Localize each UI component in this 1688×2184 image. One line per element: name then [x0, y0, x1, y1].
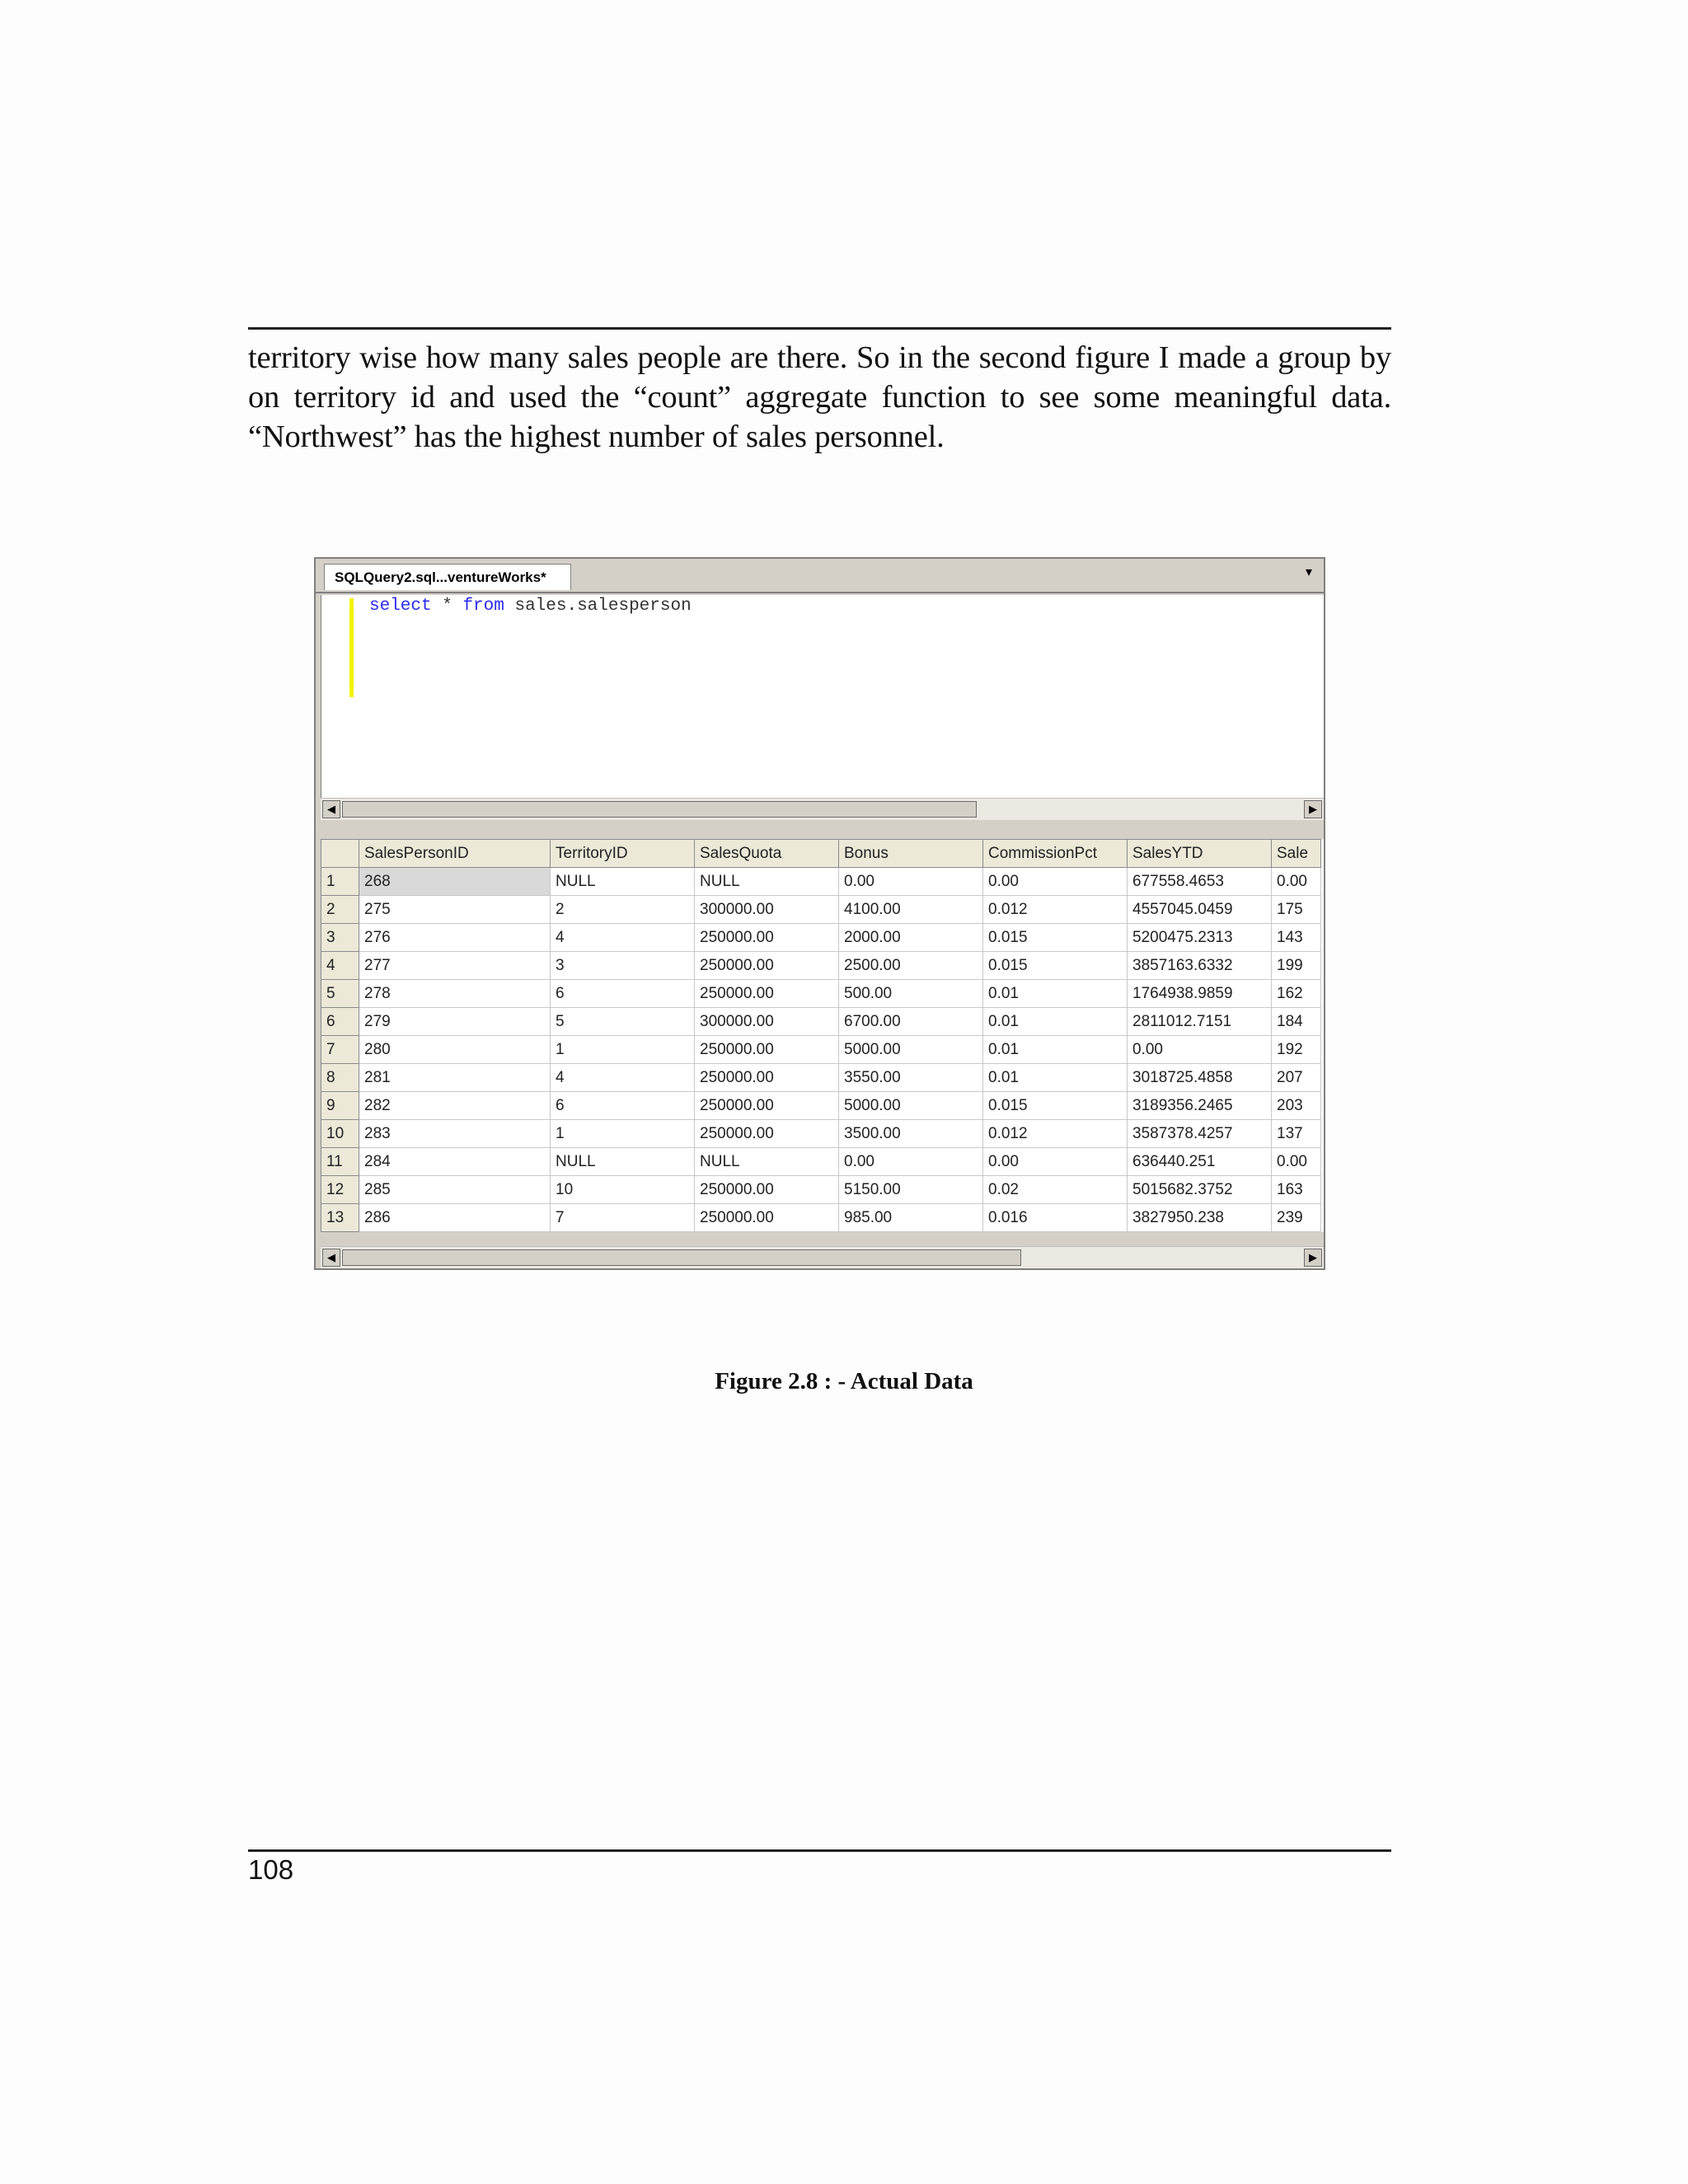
grid-cell[interactable]: 4557045.0459: [1128, 896, 1272, 924]
column-header[interactable]: TerritoryID: [551, 840, 695, 868]
tab-bar: [316, 559, 1324, 593]
query-table: sales.salesperson: [504, 597, 692, 616]
grid-cell[interactable]: 1: [551, 1120, 695, 1148]
row-number[interactable]: 13: [321, 1204, 359, 1232]
grid-cell[interactable]: 2000.00: [839, 924, 983, 952]
table-row[interactable]: [321, 1008, 1321, 1036]
grid-scroll-thumb[interactable]: [342, 1249, 1021, 1266]
table-row[interactable]: [321, 1064, 1321, 1092]
grid-cell[interactable]: 0.00: [983, 1148, 1128, 1176]
grid-cell[interactable]: 985.00: [839, 1204, 983, 1232]
grid-cell[interactable]: 0.00: [839, 868, 983, 896]
grid-cell[interactable]: 283: [359, 1120, 551, 1148]
row-number[interactable]: 7: [321, 1036, 359, 1064]
grid-cell[interactable]: 284: [359, 1148, 551, 1176]
column-header[interactable]: SalesPersonID: [359, 840, 551, 868]
grid-cell[interactable]: 3500.00: [839, 1120, 983, 1148]
table-row[interactable]: [321, 868, 1321, 896]
grid-cell[interactable]: 0.00: [1272, 868, 1321, 896]
keyword-from: from: [462, 597, 504, 616]
grid-cell[interactable]: 250000.00: [695, 1036, 839, 1064]
grid-cell[interactable]: 203: [1272, 1092, 1321, 1120]
grid-cell[interactable]: 0.00: [839, 1148, 983, 1176]
grid-cell[interactable]: 207: [1272, 1064, 1321, 1092]
grid-cell[interactable]: 500.00: [839, 980, 983, 1008]
table-row[interactable]: [321, 1204, 1321, 1232]
grid-cell[interactable]: NULL: [551, 868, 695, 896]
grid-cell[interactable]: NULL: [695, 1148, 839, 1176]
row-number[interactable]: 12: [321, 1176, 359, 1204]
figure-caption: Figure 2.8 : - Actual Data: [715, 1368, 973, 1394]
table-row[interactable]: [321, 1120, 1321, 1148]
grid-cell[interactable]: 0.00: [1128, 1036, 1272, 1064]
grid-cell[interactable]: 636440.251: [1128, 1148, 1272, 1176]
grid-hscrollbar[interactable]: [321, 1246, 1324, 1268]
row-number[interactable]: 5: [321, 980, 359, 1008]
grid-cell[interactable]: 175: [1272, 896, 1321, 924]
grid-cell[interactable]: 6: [551, 980, 695, 1008]
grid-cell[interactable]: 4: [551, 1064, 695, 1092]
row-number[interactable]: 9: [321, 1092, 359, 1120]
grid-cell[interactable]: 2500.00: [839, 952, 983, 980]
grid-cell[interactable]: 239: [1272, 1204, 1321, 1232]
query-tab[interactable]: SQLQuery2.sql...ventureWorks*: [324, 564, 571, 590]
grid-cell[interactable]: 162: [1272, 980, 1321, 1008]
grid-cell[interactable]: 280: [359, 1036, 551, 1064]
grid-cell[interactable]: 1764938.9859: [1128, 980, 1272, 1008]
grid-cell[interactable]: 0.015: [983, 924, 1128, 952]
change-marker: [349, 598, 354, 697]
grid-cell[interactable]: 7: [551, 1204, 695, 1232]
grid-cell[interactable]: 282: [359, 1092, 551, 1120]
grid-cell[interactable]: 3018725.4858: [1128, 1064, 1272, 1092]
column-header[interactable]: Bonus: [839, 840, 983, 868]
grid-cell[interactable]: 5200475.2313: [1128, 924, 1272, 952]
grid-cell[interactable]: 281: [359, 1064, 551, 1092]
table-row[interactable]: [321, 924, 1321, 952]
grid-cell[interactable]: 3857163.6332: [1128, 952, 1272, 980]
column-header[interactable]: SalesQuota: [695, 840, 839, 868]
query-editor[interactable]: [321, 595, 1324, 798]
grid-cell[interactable]: 5000.00: [839, 1036, 983, 1064]
grid-header-row: [321, 840, 1321, 868]
grid-cell[interactable]: 0.01: [983, 1064, 1128, 1092]
row-number[interactable]: 6: [321, 1008, 359, 1036]
grid-cell[interactable]: 300000.00: [695, 896, 839, 924]
ssms-screenshot: [314, 557, 1325, 1270]
grid-cell[interactable]: 0.00: [1272, 1148, 1321, 1176]
grid-cell[interactable]: 0.015: [983, 952, 1128, 980]
table-row[interactable]: [321, 980, 1321, 1008]
grid-cell[interactable]: 6700.00: [839, 1008, 983, 1036]
grid-cell[interactable]: 5: [551, 1008, 695, 1036]
grid-cell[interactable]: 250000.00: [695, 1064, 839, 1092]
grid-cell[interactable]: 1: [551, 1036, 695, 1064]
grid-cell[interactable]: 0.012: [983, 1120, 1128, 1148]
grid-cell[interactable]: 184: [1272, 1008, 1321, 1036]
row-number[interactable]: 1: [321, 868, 359, 896]
table-row[interactable]: [321, 1176, 1321, 1204]
grid-cell[interactable]: 2811012.7151: [1128, 1008, 1272, 1036]
editor-hscrollbar[interactable]: [321, 798, 1324, 820]
grid-cell[interactable]: 0.01: [983, 1036, 1128, 1064]
grid-cell[interactable]: 276: [359, 924, 551, 952]
grid-cell[interactable]: 285: [359, 1176, 551, 1204]
grid-cell[interactable]: 5015682.3752: [1128, 1176, 1272, 1204]
grid-cell[interactable]: 3587378.4257: [1128, 1120, 1272, 1148]
table-row[interactable]: [321, 1036, 1321, 1064]
grid-cell[interactable]: 0.02: [983, 1176, 1128, 1204]
row-number[interactable]: 4: [321, 952, 359, 980]
row-number[interactable]: 3: [321, 924, 359, 952]
page-number: 108: [248, 1854, 294, 1885]
grid-cell[interactable]: 5150.00: [839, 1176, 983, 1204]
grid-cell[interactable]: 250000.00: [695, 1176, 839, 1204]
row-number[interactable]: 8: [321, 1064, 359, 1092]
grid-cell[interactable]: 0.01: [983, 1008, 1128, 1036]
column-header[interactable]: CommissionPct: [983, 840, 1128, 868]
query-star: *: [431, 597, 463, 616]
body-paragraph: territory wise how many sales people are there. So in the second figure I made a group by on territory id and used the “count” aggregate function to see some meaningful data. “Northwest” has the highest number of sales personnel.: [248, 340, 1391, 454]
grid-cell[interactable]: 279: [359, 1008, 551, 1036]
grid-cell[interactable]: 250000.00: [695, 952, 839, 980]
grid-cell[interactable]: 250000.00: [695, 1120, 839, 1148]
results-grid[interactable]: [321, 839, 1324, 1232]
column-header[interactable]: Sale: [1272, 840, 1321, 868]
grid-cell[interactable]: 0.016: [983, 1204, 1128, 1232]
header-rule: [248, 327, 1391, 330]
grid-cell[interactable]: 286: [359, 1204, 551, 1232]
column-header[interactable]: SalesYTD: [1128, 840, 1272, 868]
grid-cell[interactable]: 143: [1272, 924, 1321, 952]
grid-corner: [321, 840, 359, 868]
grid-cell[interactable]: 0.012: [983, 896, 1128, 924]
grid-cell[interactable]: 6: [551, 1092, 695, 1120]
grid-cell[interactable]: 277: [359, 952, 551, 980]
results-table: [321, 839, 1321, 1232]
grid-cell[interactable]: 5000.00: [839, 1092, 983, 1120]
grid-cell[interactable]: 2: [551, 896, 695, 924]
grid-cell[interactable]: 10: [551, 1176, 695, 1204]
keyword-select: select: [369, 597, 432, 616]
table-row[interactable]: [321, 1092, 1321, 1120]
editor-scroll-thumb[interactable]: [342, 801, 977, 818]
grid-cell[interactable]: 0.01: [983, 980, 1128, 1008]
table-row[interactable]: [321, 896, 1321, 924]
grid-cell[interactable]: 250000.00: [695, 1092, 839, 1120]
grid-cell[interactable]: 199: [1272, 952, 1321, 980]
grid-cell[interactable]: 3189356.2465: [1128, 1092, 1272, 1120]
row-number[interactable]: 10: [321, 1120, 359, 1148]
grid-cell[interactable]: 250000.00: [695, 980, 839, 1008]
grid-cell[interactable]: 278: [359, 980, 551, 1008]
grid-cell[interactable]: 250000.00: [695, 924, 839, 952]
grid-cell[interactable]: 0.015: [983, 1092, 1128, 1120]
query-text: [369, 597, 692, 616]
grid-cell[interactable]: 3550.00: [839, 1064, 983, 1092]
scroll-right-icon[interactable]: ▶: [1304, 1249, 1322, 1267]
grid-cell[interactable]: 268: [359, 868, 551, 896]
grid-cell[interactable]: 163: [1272, 1176, 1321, 1204]
table-row[interactable]: [321, 952, 1321, 980]
grid-cell[interactable]: 192: [1272, 1036, 1321, 1064]
footer-rule: [248, 1849, 1391, 1852]
grid-cell[interactable]: 300000.00: [695, 1008, 839, 1036]
scroll-right-icon[interactable]: ▶: [1304, 800, 1322, 818]
grid-cell[interactable]: 3827950.238: [1128, 1204, 1272, 1232]
scroll-left-icon[interactable]: ◀: [322, 800, 340, 818]
grid-cell[interactable]: 3: [551, 952, 695, 980]
grid-cell[interactable]: 4: [551, 924, 695, 952]
grid-cell[interactable]: 677558.4653: [1128, 868, 1272, 896]
table-row[interactable]: [321, 1148, 1321, 1176]
grid-cell[interactable]: 4100.00: [839, 896, 983, 924]
grid-cell[interactable]: 137: [1272, 1120, 1321, 1148]
scroll-left-icon[interactable]: ◀: [322, 1249, 340, 1267]
grid-cell[interactable]: 275: [359, 896, 551, 924]
grid-cell[interactable]: NULL: [695, 868, 839, 896]
tab-dropdown-icon[interactable]: ▾: [1305, 565, 1313, 579]
grid-cell[interactable]: 250000.00: [695, 1204, 839, 1232]
grid-cell[interactable]: 0.00: [983, 868, 1128, 896]
row-number[interactable]: 11: [321, 1148, 359, 1176]
row-number[interactable]: 2: [321, 896, 359, 924]
grid-cell[interactable]: NULL: [551, 1148, 695, 1176]
